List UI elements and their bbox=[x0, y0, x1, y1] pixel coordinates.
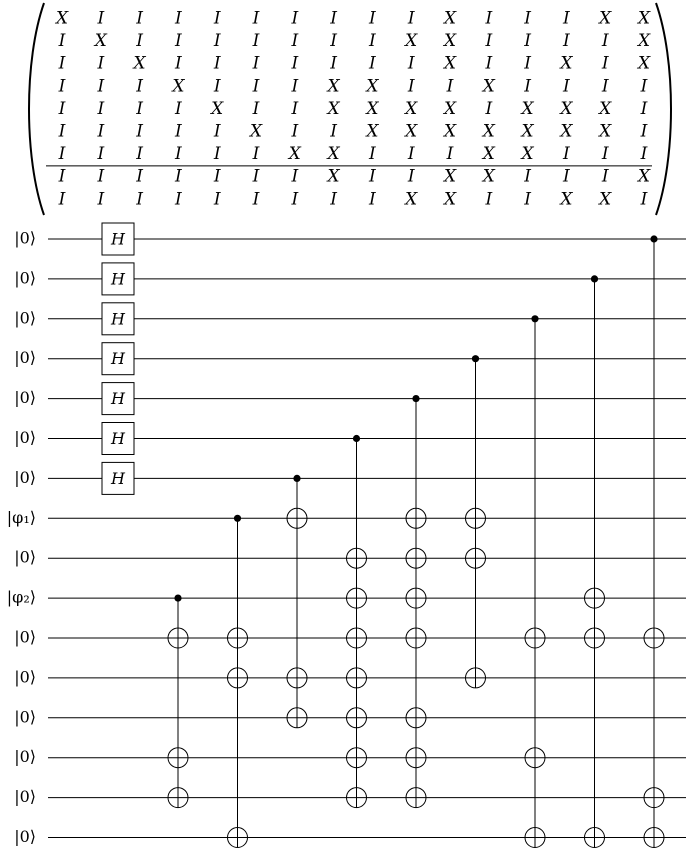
matrix-entry: I bbox=[601, 53, 609, 74]
matrix-entry: X bbox=[599, 98, 612, 119]
matrix-entry: I bbox=[175, 166, 182, 187]
target-oplus bbox=[585, 628, 605, 648]
matrix-entry: I bbox=[446, 144, 454, 165]
matrix-right-paren bbox=[656, 3, 671, 215]
matrix-entry: X bbox=[443, 31, 457, 52]
wire-label: |0⟩ bbox=[14, 787, 36, 807]
matrix-entry: X bbox=[637, 8, 651, 29]
target-oplus bbox=[585, 828, 605, 848]
matrix-entry: I bbox=[58, 166, 66, 187]
matrix-entry: X bbox=[482, 144, 495, 165]
matrix-entry: X bbox=[327, 98, 340, 119]
matrix-entry: X bbox=[366, 98, 379, 119]
matrix-entry: I bbox=[136, 121, 143, 142]
target-oplus bbox=[347, 788, 367, 808]
matrix-entry: I bbox=[252, 98, 260, 119]
target-oplus bbox=[406, 708, 426, 728]
target-oplus bbox=[406, 748, 426, 768]
matrix-entry: I bbox=[563, 166, 570, 187]
matrix-entry: I bbox=[213, 31, 221, 52]
gate-label: H bbox=[111, 468, 125, 488]
matrix-entry: I bbox=[407, 166, 415, 187]
cnot-gate bbox=[347, 435, 367, 808]
matrix-entry: I bbox=[485, 98, 493, 119]
matrix-entry: I bbox=[291, 189, 299, 210]
matrix-entry: I bbox=[601, 144, 609, 165]
matrix-entry: I bbox=[213, 76, 221, 97]
wire-label: |0⟩ bbox=[14, 268, 36, 288]
control-dot bbox=[412, 395, 419, 402]
target-oplus bbox=[406, 548, 426, 568]
matrix-entry: I bbox=[252, 76, 260, 97]
matrix-entry: I bbox=[213, 8, 221, 29]
target-oplus bbox=[585, 588, 605, 608]
matrix-entry: I bbox=[524, 166, 531, 187]
hadamard-gate bbox=[102, 223, 134, 255]
matrix-entry: X bbox=[55, 8, 69, 29]
matrix-entry: I bbox=[136, 31, 143, 52]
matrix-entry: I bbox=[58, 144, 66, 165]
matrix-entry: I bbox=[330, 189, 337, 210]
matrix-entry: I bbox=[563, 8, 570, 29]
matrix-entry: X bbox=[288, 144, 301, 165]
hadamard-gate bbox=[102, 263, 134, 295]
matrix-entry: I bbox=[369, 53, 376, 74]
matrix-entry: I bbox=[252, 189, 260, 210]
gate-label: H bbox=[111, 229, 125, 249]
target-oplus bbox=[466, 548, 486, 568]
gate-label: H bbox=[111, 309, 125, 329]
matrix-entry: I bbox=[175, 31, 182, 52]
matrix-entry: I bbox=[136, 144, 143, 165]
matrix-entry: I bbox=[524, 8, 531, 29]
matrix-entry: I bbox=[524, 53, 531, 74]
wire-label: |φ₁⟩ bbox=[6, 507, 36, 527]
matrix-entry: I bbox=[291, 53, 299, 74]
matrix-entry: I bbox=[58, 98, 66, 119]
matrix-entry: I bbox=[369, 166, 376, 187]
control-dot bbox=[293, 475, 300, 482]
matrix-entry: X bbox=[405, 98, 418, 119]
matrix-entry: I bbox=[485, 189, 493, 210]
matrix-entry: X bbox=[599, 121, 612, 142]
matrix-entry: I bbox=[213, 144, 221, 165]
target-oplus bbox=[525, 828, 545, 848]
matrix-entry: I bbox=[213, 189, 221, 210]
matrix-entry: I bbox=[58, 189, 66, 210]
hadamard-gate bbox=[102, 462, 134, 494]
target-oplus bbox=[347, 668, 367, 688]
control-dot bbox=[174, 595, 181, 602]
hadamard-gate bbox=[102, 343, 134, 375]
target-oplus bbox=[525, 628, 545, 648]
target-oplus bbox=[347, 588, 367, 608]
cnot-gate bbox=[525, 315, 545, 847]
matrix-entry: I bbox=[175, 53, 182, 74]
matrix-entry: I bbox=[175, 121, 182, 142]
matrix-entry: I bbox=[407, 144, 415, 165]
matrix-entry: X bbox=[172, 76, 185, 97]
matrix-entry: X bbox=[637, 31, 651, 52]
matrix-entry: X bbox=[366, 76, 379, 97]
cnot-gate bbox=[644, 235, 664, 847]
matrix-entry: X bbox=[94, 31, 107, 52]
gate-label: H bbox=[111, 429, 125, 448]
matrix-entry: I bbox=[136, 189, 143, 210]
matrix-entry: I bbox=[213, 166, 221, 187]
target-oplus bbox=[406, 508, 426, 528]
matrix-entry: I bbox=[330, 121, 337, 142]
matrix-entry: I bbox=[175, 189, 182, 210]
wire-label: |0⟩ bbox=[14, 467, 36, 487]
matrix-entry: I bbox=[58, 121, 66, 142]
wire-label: |0⟩ bbox=[14, 707, 36, 727]
control-dot bbox=[353, 435, 360, 442]
matrix-entry: X bbox=[482, 166, 495, 187]
matrix-entry: I bbox=[58, 76, 66, 97]
matrix-entry: I bbox=[97, 98, 105, 119]
target-oplus bbox=[347, 748, 367, 768]
matrix-entry: I bbox=[330, 8, 337, 29]
matrix-entry: I bbox=[524, 189, 531, 210]
matrix-entry: I bbox=[407, 8, 415, 29]
matrix-entry: I bbox=[58, 53, 66, 74]
matrix-entry: I bbox=[640, 144, 648, 165]
matrix-entry: I bbox=[291, 98, 299, 119]
matrix-entry: X bbox=[521, 144, 534, 165]
matrix-entry: X bbox=[560, 121, 573, 142]
cnot-gate bbox=[168, 595, 188, 808]
matrix-entry: I bbox=[369, 189, 376, 210]
matrix-entry: X bbox=[405, 189, 418, 210]
target-oplus bbox=[228, 628, 248, 648]
target-oplus bbox=[466, 668, 486, 688]
wire-label: |0⟩ bbox=[14, 747, 36, 767]
matrix-entry: I bbox=[97, 8, 105, 29]
stabilizer-matrix bbox=[29, 3, 671, 215]
control-dot bbox=[591, 275, 598, 282]
matrix-entry: I bbox=[563, 76, 570, 97]
matrix-entry: I bbox=[58, 31, 66, 52]
matrix-left-paren bbox=[29, 3, 44, 215]
matrix-entry: I bbox=[524, 31, 531, 52]
target-oplus bbox=[466, 508, 486, 528]
matrix-entry: X bbox=[443, 53, 457, 74]
target-oplus bbox=[644, 828, 664, 848]
matrix-entry: I bbox=[252, 166, 260, 187]
matrix-entry: I bbox=[97, 189, 105, 210]
matrix-entry: I bbox=[291, 76, 299, 97]
wire-label: |0⟩ bbox=[14, 547, 36, 567]
matrix-entry: X bbox=[443, 121, 457, 142]
matrix-entry: I bbox=[330, 53, 337, 74]
matrix-entry: X bbox=[327, 166, 340, 187]
matrix-entry: I bbox=[97, 53, 105, 74]
matrix-entry: X bbox=[249, 121, 263, 142]
control-dot bbox=[650, 235, 657, 242]
matrix-entry: I bbox=[97, 166, 105, 187]
matrix-entry: X bbox=[560, 189, 573, 210]
matrix-entry: I bbox=[369, 8, 376, 29]
target-oplus bbox=[287, 508, 307, 528]
gate-label: H bbox=[111, 349, 125, 369]
matrix-entry: I bbox=[136, 8, 143, 29]
wire-label: |0⟩ bbox=[14, 388, 36, 408]
matrix-entry: I bbox=[252, 31, 260, 52]
target-oplus bbox=[168, 788, 188, 808]
matrix-entry: I bbox=[97, 121, 105, 142]
matrix-entry: I bbox=[252, 8, 260, 29]
gate-label: H bbox=[111, 269, 125, 289]
quantum-circuit bbox=[7, 223, 686, 848]
target-oplus bbox=[347, 708, 367, 728]
matrix-entry: I bbox=[446, 76, 454, 97]
target-oplus bbox=[347, 548, 367, 568]
matrix-entry: I bbox=[601, 31, 609, 52]
matrix-entry: I bbox=[136, 76, 143, 97]
matrix-entry: I bbox=[136, 98, 143, 119]
control-dot bbox=[472, 355, 479, 362]
hadamard-gate bbox=[102, 423, 134, 455]
matrix-entry: X bbox=[443, 189, 457, 210]
matrix-entry: I bbox=[97, 76, 105, 97]
target-oplus bbox=[168, 748, 188, 768]
target-oplus bbox=[287, 708, 307, 728]
matrix-entry: X bbox=[133, 53, 146, 74]
matrix-entry: I bbox=[485, 8, 493, 29]
matrix-entry: X bbox=[327, 144, 340, 165]
matrix-entry: I bbox=[601, 166, 609, 187]
matrix-entry: I bbox=[175, 98, 182, 119]
matrix-entry: I bbox=[563, 31, 570, 52]
matrix-entry: I bbox=[330, 31, 337, 52]
matrix-entry: I bbox=[175, 144, 182, 165]
wire-label: |0⟩ bbox=[14, 348, 36, 368]
matrix-entry: I bbox=[291, 166, 299, 187]
matrix-entry: I bbox=[291, 121, 299, 142]
target-oplus bbox=[406, 628, 426, 648]
matrix-entry: I bbox=[213, 121, 221, 142]
wire-label: |0⟩ bbox=[14, 827, 36, 846]
cnot-gate bbox=[585, 275, 605, 847]
matrix-entry: I bbox=[175, 8, 182, 29]
wire-label: |0⟩ bbox=[14, 308, 36, 328]
matrix-entry: I bbox=[640, 121, 648, 142]
wire-label: |0⟩ bbox=[14, 667, 36, 687]
matrix-entry: X bbox=[211, 98, 224, 119]
matrix-entry: X bbox=[482, 121, 495, 142]
wire-label: |φ₂⟩ bbox=[6, 587, 36, 607]
matrix-entry: X bbox=[637, 53, 651, 74]
matrix-entry: I bbox=[485, 31, 493, 52]
wire-label: |0⟩ bbox=[14, 228, 36, 248]
matrix-entry: I bbox=[97, 144, 105, 165]
matrix-entry: I bbox=[524, 76, 531, 97]
matrix-entry: X bbox=[405, 31, 418, 52]
target-oplus bbox=[525, 748, 545, 768]
matrix-entry: I bbox=[136, 166, 143, 187]
matrix-entry: I bbox=[601, 76, 609, 97]
wire-label: |0⟩ bbox=[14, 627, 36, 647]
target-oplus bbox=[168, 628, 188, 648]
target-oplus bbox=[644, 788, 664, 808]
matrix-entry: X bbox=[521, 121, 534, 142]
target-oplus bbox=[406, 788, 426, 808]
matrix-entry: X bbox=[637, 166, 651, 187]
target-oplus bbox=[287, 668, 307, 688]
control-dot bbox=[234, 515, 241, 522]
matrix-entry: X bbox=[560, 98, 573, 119]
matrix-entry: I bbox=[291, 8, 299, 29]
gate-label: H bbox=[111, 389, 125, 409]
hadamard-gate bbox=[102, 383, 134, 415]
hadamard-gate bbox=[102, 303, 134, 335]
matrix-entry: I bbox=[407, 76, 415, 97]
matrix-entry: I bbox=[407, 53, 415, 74]
target-oplus bbox=[644, 628, 664, 648]
matrix-entry: I bbox=[291, 31, 299, 52]
matrix-entry: X bbox=[327, 76, 340, 97]
matrix-entry: X bbox=[443, 166, 457, 187]
matrix-entry: X bbox=[521, 98, 534, 119]
matrix-entry: I bbox=[485, 53, 493, 74]
target-oplus bbox=[228, 668, 248, 688]
wire-label: |0⟩ bbox=[14, 428, 36, 447]
cnot-gate bbox=[287, 475, 307, 728]
matrix-entry: I bbox=[640, 98, 648, 119]
matrix-entry: I bbox=[640, 76, 648, 97]
matrix-entry: I bbox=[252, 53, 260, 74]
matrix-entry: I bbox=[369, 144, 376, 165]
matrix-entry: I bbox=[640, 189, 648, 210]
matrix-entry: X bbox=[443, 98, 457, 119]
target-oplus bbox=[347, 628, 367, 648]
matrix-entry: X bbox=[560, 53, 573, 74]
matrix-entry: I bbox=[252, 144, 260, 165]
matrix-entry: X bbox=[482, 76, 495, 97]
control-dot bbox=[531, 315, 538, 322]
matrix-entry: I bbox=[213, 53, 221, 74]
matrix-entry: X bbox=[599, 189, 612, 210]
matrix-entry: I bbox=[563, 144, 570, 165]
matrix-entry: X bbox=[599, 8, 612, 29]
target-oplus bbox=[406, 588, 426, 608]
matrix-entry: X bbox=[366, 121, 379, 142]
matrix-entry: X bbox=[443, 8, 457, 29]
target-oplus bbox=[228, 828, 248, 848]
cnot-gate bbox=[406, 395, 426, 808]
matrix-entry: X bbox=[405, 121, 418, 142]
matrix-entry: I bbox=[369, 31, 376, 52]
